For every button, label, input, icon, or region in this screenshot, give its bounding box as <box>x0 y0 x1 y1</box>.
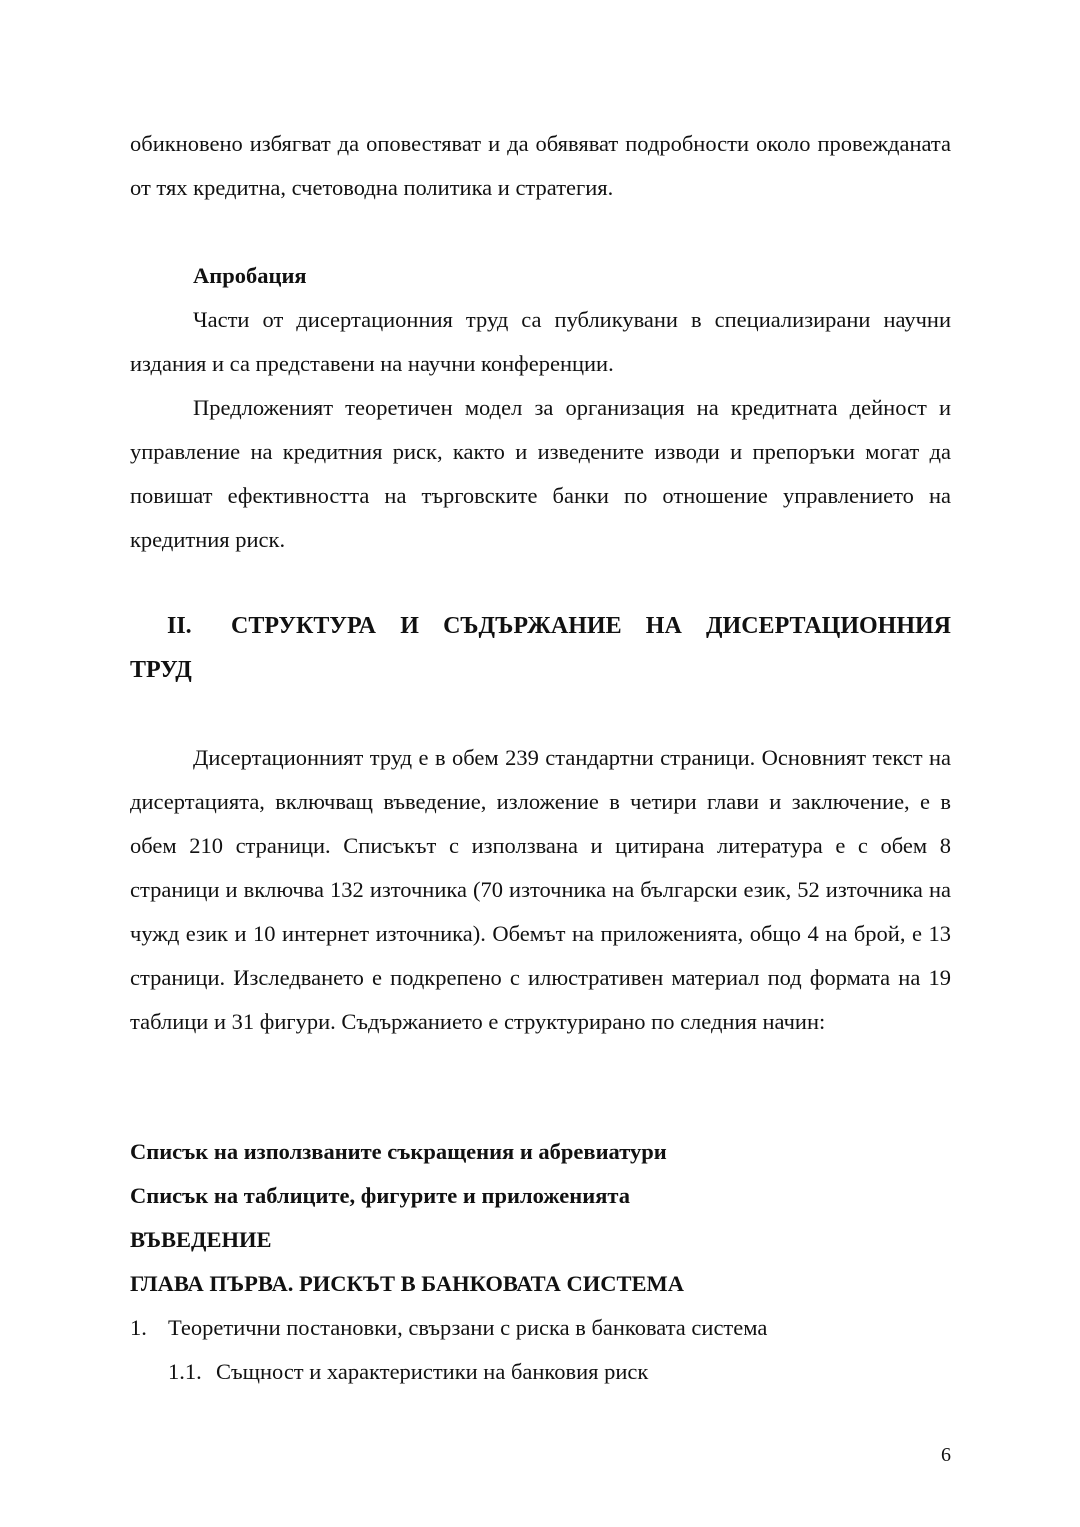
structure-paragraph: Дисертационният труд е в обем 239 стандартни страници. Основният текст на дисертацията, включващ въведение, изложение в четири глави и заключение, е в обем 210 страници. Списъкът с използвана и цитирана литература е с обем 8 страници и включва 132 източника (70 източника на български език, 52 източника на чужд език и 10 интернет източника). Обемът на приложенията, общо 4 на брой, е 13 страници. Изследването е подкрепено с илюстративен материал под формата на 19 таблици и 31 фигури. Съдържанието е структурирано по следния начин: <box>130 745 951 1034</box>
approbation-heading: Апробация <box>193 263 307 288</box>
approbation-paragraph-2: Предложеният теоретичен модел за организация на кредитната дейност и управление на кредитния риск, както и изведените изводи и препоръки могат да повишат ефективността на търговските банки по отношение управлението на кредитния риск. <box>130 395 951 552</box>
toc-tables-figures: Списък на таблиците, фигурите и приложенията <box>130 1183 630 1208</box>
section-heading-line-2: ТРУД <box>130 657 192 683</box>
intro-paragraph: обикновено избягват да оповестяват и да обявяват подробности около провежданата от тях кредитна, счетоводна политика и стратегия. <box>130 131 951 200</box>
toc-chapter-1: ГЛАВА ПЪРВА. РИСКЪТ В БАНКОВАТА СИСТЕМА <box>130 1271 684 1296</box>
toc-item-1-text: Теоретични постановки, свързани с риска в банковата система <box>168 1315 768 1340</box>
toc-item-1-number: 1. <box>130 1315 147 1340</box>
toc-item-1-1-text: Същност и характеристики на банковия риск <box>216 1359 649 1384</box>
page-number: 6 <box>941 1444 951 1466</box>
toc-abbreviations: Списък на използваните съкращения и абревиатури <box>130 1139 667 1164</box>
approbation-paragraph-1: Части от дисертационния труд са публикувани в специализирани научни издания и са представени на научни конференции. <box>130 307 951 376</box>
toc-item-1-1-number: 1.1. <box>168 1359 202 1384</box>
section-number: II. <box>167 613 192 639</box>
section-title-line-1: СТРУКТУРА И СЪДЪРЖАНИЕ НА ДИСЕРТАЦИОННИЯ <box>231 613 951 639</box>
toc-introduction: ВЪВЕДЕНИЕ <box>130 1227 272 1252</box>
